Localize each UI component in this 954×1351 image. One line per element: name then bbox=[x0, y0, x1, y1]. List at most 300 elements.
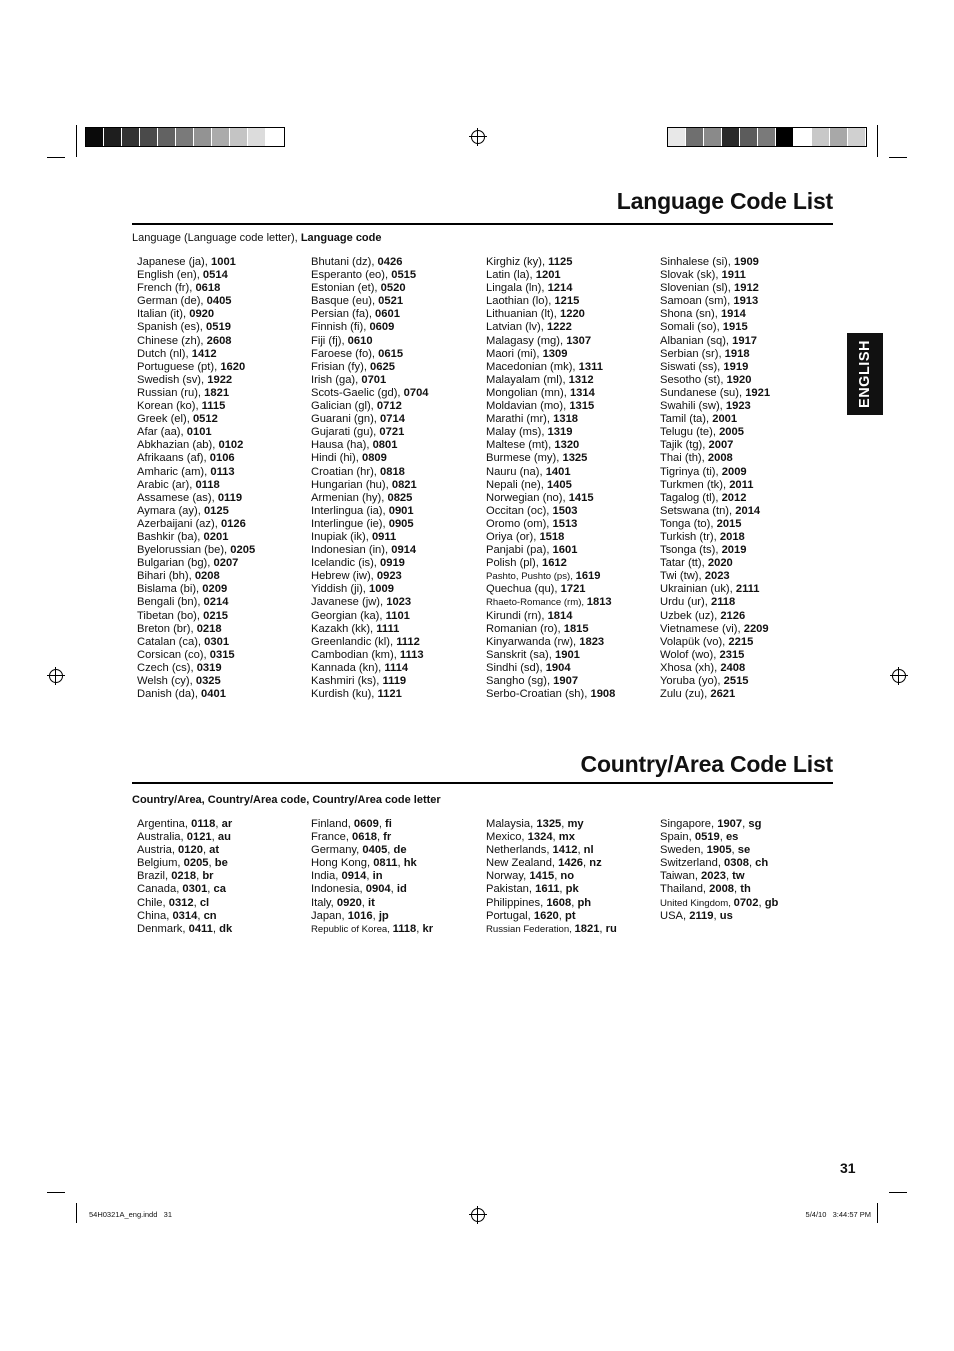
language-name: Sundanese (su), bbox=[660, 386, 746, 399]
color-swatch bbox=[176, 128, 194, 146]
country-code: 1325 bbox=[536, 818, 562, 830]
language-entry bbox=[137, 662, 312, 675]
country-entry: Hong Kong, 0811, hk bbox=[311, 857, 417, 870]
language-code: 0721 bbox=[379, 426, 405, 439]
language-name: Albanian (sq), bbox=[660, 334, 733, 347]
language-code: 0825 bbox=[387, 491, 413, 504]
language-code: 0701 bbox=[361, 373, 387, 386]
language-code-list-title: Language Code List bbox=[616, 188, 833, 214]
country-letter: br bbox=[202, 870, 214, 883]
language-entry bbox=[311, 321, 486, 334]
language-entry bbox=[486, 610, 661, 623]
language-entry bbox=[311, 649, 486, 662]
country-entry: Spain, 0519, es bbox=[660, 831, 739, 844]
country-letter: nl bbox=[583, 844, 594, 857]
language-entry bbox=[660, 610, 835, 623]
language-code: 0106 bbox=[209, 452, 235, 465]
language-entry bbox=[137, 675, 312, 688]
language-name: Bislama (bi), bbox=[137, 583, 203, 596]
language-code: 0801 bbox=[372, 439, 398, 452]
language-name: Welsh (cy), bbox=[137, 675, 196, 687]
country-entry: Italy, 0920, it bbox=[311, 896, 375, 909]
language-entry bbox=[486, 479, 661, 492]
language-name: Sanskrit (sa), bbox=[486, 648, 556, 661]
language-code: 2515 bbox=[723, 675, 749, 687]
language-entry bbox=[311, 374, 486, 387]
language-code: 1503 bbox=[552, 504, 578, 517]
language-entry bbox=[486, 413, 661, 426]
language-code: 2621 bbox=[710, 688, 736, 701]
language-entry bbox=[660, 544, 835, 557]
language-code: 1111 bbox=[376, 622, 400, 635]
language-entry bbox=[137, 295, 312, 308]
country-code: 0920 bbox=[336, 896, 362, 909]
country-letter: gb bbox=[764, 896, 779, 909]
language-entry bbox=[137, 374, 312, 387]
language-code: 1320 bbox=[554, 439, 580, 452]
language-code: 0520 bbox=[380, 282, 406, 295]
language-entry bbox=[311, 492, 486, 505]
language-entry bbox=[311, 439, 486, 452]
language-entry bbox=[311, 544, 486, 557]
country-entry: Thailand, 2008, th bbox=[660, 883, 751, 896]
registration-mark-icon bbox=[471, 130, 485, 144]
language-name: Kurdish (ku), bbox=[311, 688, 378, 701]
language-entry bbox=[137, 492, 312, 505]
language-code: 0712 bbox=[376, 400, 402, 413]
language-name: Lithuanian (lt), bbox=[486, 308, 561, 321]
language-name: Samoan (sm), bbox=[660, 295, 734, 308]
language-code: 1311 bbox=[578, 360, 603, 373]
country-letter: ar bbox=[221, 818, 233, 830]
language-subtitle bbox=[132, 232, 382, 244]
language-code: 1023 bbox=[386, 596, 412, 609]
language-entry bbox=[660, 466, 835, 479]
language-code: 1215 bbox=[554, 295, 580, 308]
language-name: Quechua (qu), bbox=[486, 583, 561, 596]
language-name: Bhutani (dz), bbox=[311, 256, 378, 268]
crop-mark bbox=[76, 125, 77, 157]
country-entry: Argentina, 0118, ar bbox=[137, 818, 233, 830]
crop-mark bbox=[889, 157, 907, 158]
language-code: 1915 bbox=[722, 321, 748, 334]
country-name: Austria, bbox=[137, 844, 179, 857]
country-name: Republic of Korea, bbox=[311, 923, 393, 935]
country-name: Singapore, bbox=[660, 818, 718, 830]
language-code: 1115 bbox=[201, 400, 226, 413]
language-name: Estonian (et), bbox=[311, 282, 381, 295]
language-name: Romanian (ro), bbox=[486, 622, 564, 635]
language-name: Telugu (te), bbox=[660, 426, 720, 439]
language-code: 1913 bbox=[733, 295, 759, 308]
country-name: Mexico, bbox=[486, 831, 528, 844]
color-swatch bbox=[704, 128, 722, 146]
language-name: Serbo-Croatian (sh), bbox=[486, 688, 591, 701]
language-entry bbox=[311, 452, 486, 465]
language-name: Hungarian (hu), bbox=[311, 478, 392, 491]
country-entry: Netherlands, 1412, nl bbox=[486, 844, 594, 857]
language-code: 1307 bbox=[566, 334, 592, 347]
language-name: Kashmiri (ks), bbox=[311, 675, 383, 687]
language-entry bbox=[137, 282, 312, 295]
language-name: Bengali (bn), bbox=[137, 596, 204, 609]
language-name: Chinese (zh), bbox=[137, 334, 207, 347]
country-name: Canada, bbox=[137, 883, 183, 896]
language-name: Marathi (mr), bbox=[486, 413, 554, 426]
language-name: Greek (el), bbox=[137, 413, 193, 426]
language-name: Persian (fa), bbox=[311, 308, 376, 321]
country-name: Indonesia, bbox=[311, 883, 366, 896]
language-code: 0401 bbox=[201, 688, 226, 701]
language-entry bbox=[137, 623, 312, 636]
color-swatch bbox=[848, 128, 866, 146]
language-name: Japanese (ja), bbox=[137, 256, 212, 268]
language-entry bbox=[486, 675, 661, 688]
crop-mark bbox=[47, 1192, 65, 1193]
country-name: Hong Kong, bbox=[311, 857, 374, 870]
language-name: Yoruba (yo), bbox=[660, 675, 724, 687]
country-entry: Chile, 0312, cl bbox=[137, 896, 210, 909]
country-entry: United Kingdom, 0702, gb bbox=[660, 896, 779, 909]
language-entry bbox=[311, 426, 486, 439]
language-entry bbox=[486, 361, 661, 374]
language-title-rule bbox=[132, 223, 833, 225]
country-name: Philippines, bbox=[486, 896, 547, 909]
language-entry bbox=[486, 308, 661, 321]
language-code: 0704 bbox=[403, 386, 429, 399]
language-code: 2111 bbox=[735, 583, 760, 596]
language-entry bbox=[137, 361, 312, 374]
language-name: Kinyarwanda (rw), bbox=[486, 635, 580, 648]
language-entry bbox=[311, 570, 486, 583]
country-code: 1324 bbox=[527, 831, 553, 844]
country-code: 0609 bbox=[353, 818, 379, 830]
country-code: 1426 bbox=[558, 857, 584, 870]
language-name: Croatian (hr), bbox=[311, 465, 381, 478]
language-name: Volapük (vo), bbox=[660, 635, 729, 648]
language-code: 1919 bbox=[723, 360, 749, 373]
language-code: 0610 bbox=[347, 334, 373, 347]
language-code: 0214 bbox=[203, 596, 229, 609]
country-code: 0218 bbox=[171, 870, 197, 883]
country-letter: fr bbox=[383, 831, 392, 844]
country-entry: France, 0618, fr bbox=[311, 831, 392, 844]
language-code: 0512 bbox=[192, 413, 218, 426]
language-code: 1309 bbox=[542, 347, 568, 360]
language-code: 2215 bbox=[728, 635, 754, 648]
language-entry bbox=[486, 466, 661, 479]
language-name: Hausa (ha), bbox=[311, 439, 373, 452]
country-code-list-title: Country/Area Code List bbox=[580, 751, 833, 777]
language-name: Laothian (lo), bbox=[486, 295, 555, 308]
language-entry bbox=[311, 662, 486, 675]
language-code: 2007 bbox=[708, 439, 734, 452]
country-name: New Zealand, bbox=[486, 857, 559, 870]
country-letter: th bbox=[740, 883, 751, 896]
language-entry bbox=[486, 321, 661, 334]
color-swatch bbox=[758, 128, 776, 146]
language-entry bbox=[137, 531, 312, 544]
language-code: 1921 bbox=[745, 386, 771, 399]
language-name: Afar (aa), bbox=[137, 426, 187, 439]
language-code: 1821 bbox=[204, 386, 230, 399]
country-name: Brazil, bbox=[137, 870, 172, 883]
country-entry: USA, 2119, us bbox=[660, 909, 733, 922]
country-letter: be bbox=[214, 857, 228, 870]
language-name: Slovenian (sl), bbox=[660, 282, 734, 295]
country-name: Norway, bbox=[486, 870, 530, 883]
country-entry: New Zealand, 1426, nz bbox=[486, 857, 602, 870]
language-name: Kirghiz (ky), bbox=[486, 256, 549, 268]
country-letter: kr bbox=[422, 922, 434, 935]
country-code: 0702 bbox=[733, 896, 759, 909]
language-entry bbox=[311, 413, 486, 426]
color-swatch bbox=[686, 128, 704, 146]
language-name: Tajik (tg), bbox=[660, 439, 709, 452]
language-entry bbox=[137, 649, 312, 662]
country-column-1 bbox=[137, 818, 312, 936]
country-letter: au bbox=[217, 831, 231, 844]
language-entry bbox=[660, 282, 835, 295]
language-name: Georgian (ka), bbox=[311, 609, 386, 622]
language-entry bbox=[311, 636, 486, 649]
language-code: 1214 bbox=[547, 282, 573, 295]
footer-timestamp: 5/4/10 3:44:57 PM bbox=[805, 1210, 871, 1219]
language-code: 0818 bbox=[380, 465, 405, 478]
language-entry bbox=[137, 400, 312, 413]
language-name: Serbian (sr), bbox=[660, 347, 725, 360]
country-name: Australia, bbox=[137, 831, 187, 844]
country-name: Belgium, bbox=[137, 857, 184, 870]
language-code: 1909 bbox=[734, 256, 759, 268]
language-code: 1121 bbox=[377, 688, 402, 701]
language-name: Arabic (ar), bbox=[137, 478, 196, 491]
language-entry bbox=[660, 505, 835, 518]
language-code: 0625 bbox=[370, 360, 395, 373]
language-code: 2005 bbox=[719, 426, 744, 439]
language-name: Guarani (gn), bbox=[311, 413, 381, 426]
language-entry bbox=[660, 688, 835, 701]
language-name: Urdu (ur), bbox=[660, 596, 711, 609]
language-code: 0809 bbox=[361, 452, 387, 465]
language-name: Turkish (tr), bbox=[660, 530, 720, 543]
language-name: Fiji (fj), bbox=[311, 334, 348, 347]
language-code: 2408 bbox=[720, 661, 746, 674]
language-name: Nauru (na), bbox=[486, 465, 546, 478]
language-name: Irish (ga), bbox=[311, 373, 362, 386]
color-bar-left bbox=[85, 127, 285, 147]
language-name: Russian (ru), bbox=[137, 386, 205, 399]
language-code: 0515 bbox=[391, 269, 417, 282]
language-code: 1814 bbox=[547, 609, 573, 622]
language-entry bbox=[486, 623, 661, 636]
language-entry bbox=[311, 282, 486, 295]
language-code: 1113 bbox=[399, 648, 424, 661]
country-code: 0118 bbox=[191, 818, 216, 830]
language-entry bbox=[137, 636, 312, 649]
language-name: Tonga (to), bbox=[660, 517, 717, 530]
language-entry bbox=[660, 531, 835, 544]
country-letter: es bbox=[725, 831, 739, 844]
language-code: 1222 bbox=[546, 321, 572, 334]
country-code: 0811 bbox=[373, 857, 398, 870]
language-name: Javanese (jw), bbox=[311, 596, 387, 609]
language-name: Bihari (bh), bbox=[137, 570, 195, 583]
language-name: Icelandic (is), bbox=[311, 557, 381, 570]
language-name: Twi (tw), bbox=[660, 570, 705, 583]
language-entry bbox=[137, 426, 312, 439]
country-code: 1611 bbox=[535, 883, 560, 896]
language-entry bbox=[311, 596, 486, 609]
language-name: Setswana (tn), bbox=[660, 504, 736, 517]
language-code: 1518 bbox=[539, 530, 565, 543]
language-name: Tigrinya (ti), bbox=[660, 465, 722, 478]
language-code: 1721 bbox=[560, 583, 586, 596]
language-entry bbox=[660, 335, 835, 348]
country-entry: Taiwan, 2023, tw bbox=[660, 870, 745, 883]
language-entry bbox=[486, 387, 661, 400]
language-code: 2315 bbox=[719, 648, 745, 661]
language-entry bbox=[137, 596, 312, 609]
language-code: 1119 bbox=[382, 675, 407, 687]
language-entry bbox=[137, 348, 312, 361]
language-entry bbox=[486, 492, 661, 505]
language-name: Lingala (ln), bbox=[486, 282, 548, 295]
language-code: 1907 bbox=[553, 675, 579, 687]
language-entry bbox=[486, 688, 661, 701]
language-entry bbox=[137, 439, 312, 452]
language-code: 1125 bbox=[548, 256, 573, 268]
language-name: Assamese (as), bbox=[137, 491, 218, 504]
country-code: 1608 bbox=[546, 896, 572, 909]
language-entry bbox=[486, 348, 661, 361]
country-letter: it bbox=[368, 896, 375, 909]
country-code: 0312 bbox=[168, 896, 194, 909]
language-code: 0905 bbox=[388, 517, 414, 530]
country-code: 0904 bbox=[365, 883, 391, 896]
language-entry bbox=[486, 269, 661, 282]
language-code: 1904 bbox=[545, 661, 571, 674]
country-entry: Japan, 1016, jp bbox=[311, 909, 389, 922]
country-column-2 bbox=[311, 818, 486, 936]
country-letter: dk bbox=[219, 922, 233, 935]
language-code: 1908 bbox=[590, 688, 616, 701]
country-entry: Switzerland, 0308, ch bbox=[660, 857, 769, 870]
country-letter: ru bbox=[605, 922, 617, 935]
language-code: 0405 bbox=[206, 295, 232, 308]
language-code: 1923 bbox=[725, 400, 751, 413]
country-name: Argentina, bbox=[137, 818, 192, 830]
language-name: Cambodian (km), bbox=[311, 648, 400, 661]
language-entry bbox=[486, 596, 661, 609]
language-name: Tatar (tt), bbox=[660, 557, 708, 570]
country-code: 1415 bbox=[529, 870, 555, 883]
language-name: Esperanto (eo), bbox=[311, 269, 392, 282]
language-entry bbox=[137, 269, 312, 282]
language-entry bbox=[660, 387, 835, 400]
country-letter: mx bbox=[558, 831, 575, 844]
language-name: Macedonian (mk), bbox=[486, 360, 579, 373]
color-swatch bbox=[140, 128, 158, 146]
language-entry bbox=[486, 374, 661, 387]
language-code: 1917 bbox=[732, 334, 758, 347]
language-code: 2018 bbox=[719, 530, 745, 543]
language-name: Indonesian (in), bbox=[311, 544, 392, 557]
language-code: 1201 bbox=[535, 269, 561, 282]
country-name: Russian Federation, bbox=[486, 923, 575, 935]
language-entry bbox=[311, 688, 486, 701]
country-name: Netherlands, bbox=[486, 844, 553, 857]
country-entry: Austria, 0120, at bbox=[137, 844, 220, 857]
country-code: 0914 bbox=[341, 870, 367, 883]
language-name: Latvian (lv), bbox=[486, 321, 547, 334]
language-entry bbox=[660, 570, 835, 583]
language-entry bbox=[311, 583, 486, 596]
language-code: 0315 bbox=[209, 648, 235, 661]
language-code: 1823 bbox=[579, 635, 605, 648]
country-entry: Republic of Korea, 1118, kr bbox=[311, 922, 434, 935]
language-entry bbox=[311, 335, 486, 348]
country-name: Finland, bbox=[311, 818, 354, 830]
language-name: Malayalam (ml), bbox=[486, 373, 569, 386]
language-name: Dutch (nl), bbox=[137, 347, 192, 360]
language-name: Korean (ko), bbox=[137, 400, 202, 413]
language-entry bbox=[137, 452, 312, 465]
language-code: 2608 bbox=[206, 334, 232, 347]
language-name: Burmese (my), bbox=[486, 452, 563, 465]
country-letter: ph bbox=[577, 896, 592, 909]
language-name: Italian (it), bbox=[137, 308, 190, 321]
color-bar-right bbox=[667, 127, 867, 147]
language-name: German (de), bbox=[137, 295, 207, 308]
language-name: Sinhalese (si), bbox=[660, 256, 734, 268]
language-name: Breton (br), bbox=[137, 622, 197, 635]
language-subtitle-prefix: Language (Language code letter), bbox=[132, 232, 301, 244]
country-code: 1907 bbox=[717, 818, 743, 830]
language-name: Thai (th), bbox=[660, 452, 708, 465]
language-entry bbox=[137, 413, 312, 426]
country-entry: Singapore, 1907, sg bbox=[660, 818, 762, 830]
language-name: Danish (da), bbox=[137, 688, 202, 701]
language-entry bbox=[486, 256, 661, 269]
language-entry bbox=[311, 479, 486, 492]
language-name: Wolof (wo), bbox=[660, 648, 720, 661]
language-entry bbox=[311, 675, 486, 688]
country-name: Germany, bbox=[311, 844, 363, 857]
color-swatch bbox=[104, 128, 122, 146]
country-name: Denmark, bbox=[137, 922, 189, 935]
language-entry bbox=[137, 387, 312, 400]
language-entry bbox=[486, 505, 661, 518]
language-name: Hebrew (iw), bbox=[311, 570, 377, 583]
color-swatch bbox=[668, 128, 686, 146]
language-code: 1620 bbox=[220, 360, 246, 373]
language-name: Sindhi (sd), bbox=[486, 661, 546, 674]
language-name: Gujarati (gu), bbox=[311, 426, 380, 439]
language-entry bbox=[311, 466, 486, 479]
language-entry bbox=[311, 256, 486, 269]
country-letter: sg bbox=[748, 818, 762, 830]
language-code: 0215 bbox=[203, 609, 229, 622]
country-code: 1118 bbox=[392, 922, 417, 935]
language-entry bbox=[311, 361, 486, 374]
language-code: 0113 bbox=[210, 465, 235, 478]
color-swatch bbox=[794, 128, 812, 146]
language-code: 1412 bbox=[191, 347, 217, 360]
language-name: French (fr), bbox=[137, 282, 196, 295]
color-swatch bbox=[248, 128, 266, 146]
country-name: Thailand, bbox=[660, 883, 710, 896]
